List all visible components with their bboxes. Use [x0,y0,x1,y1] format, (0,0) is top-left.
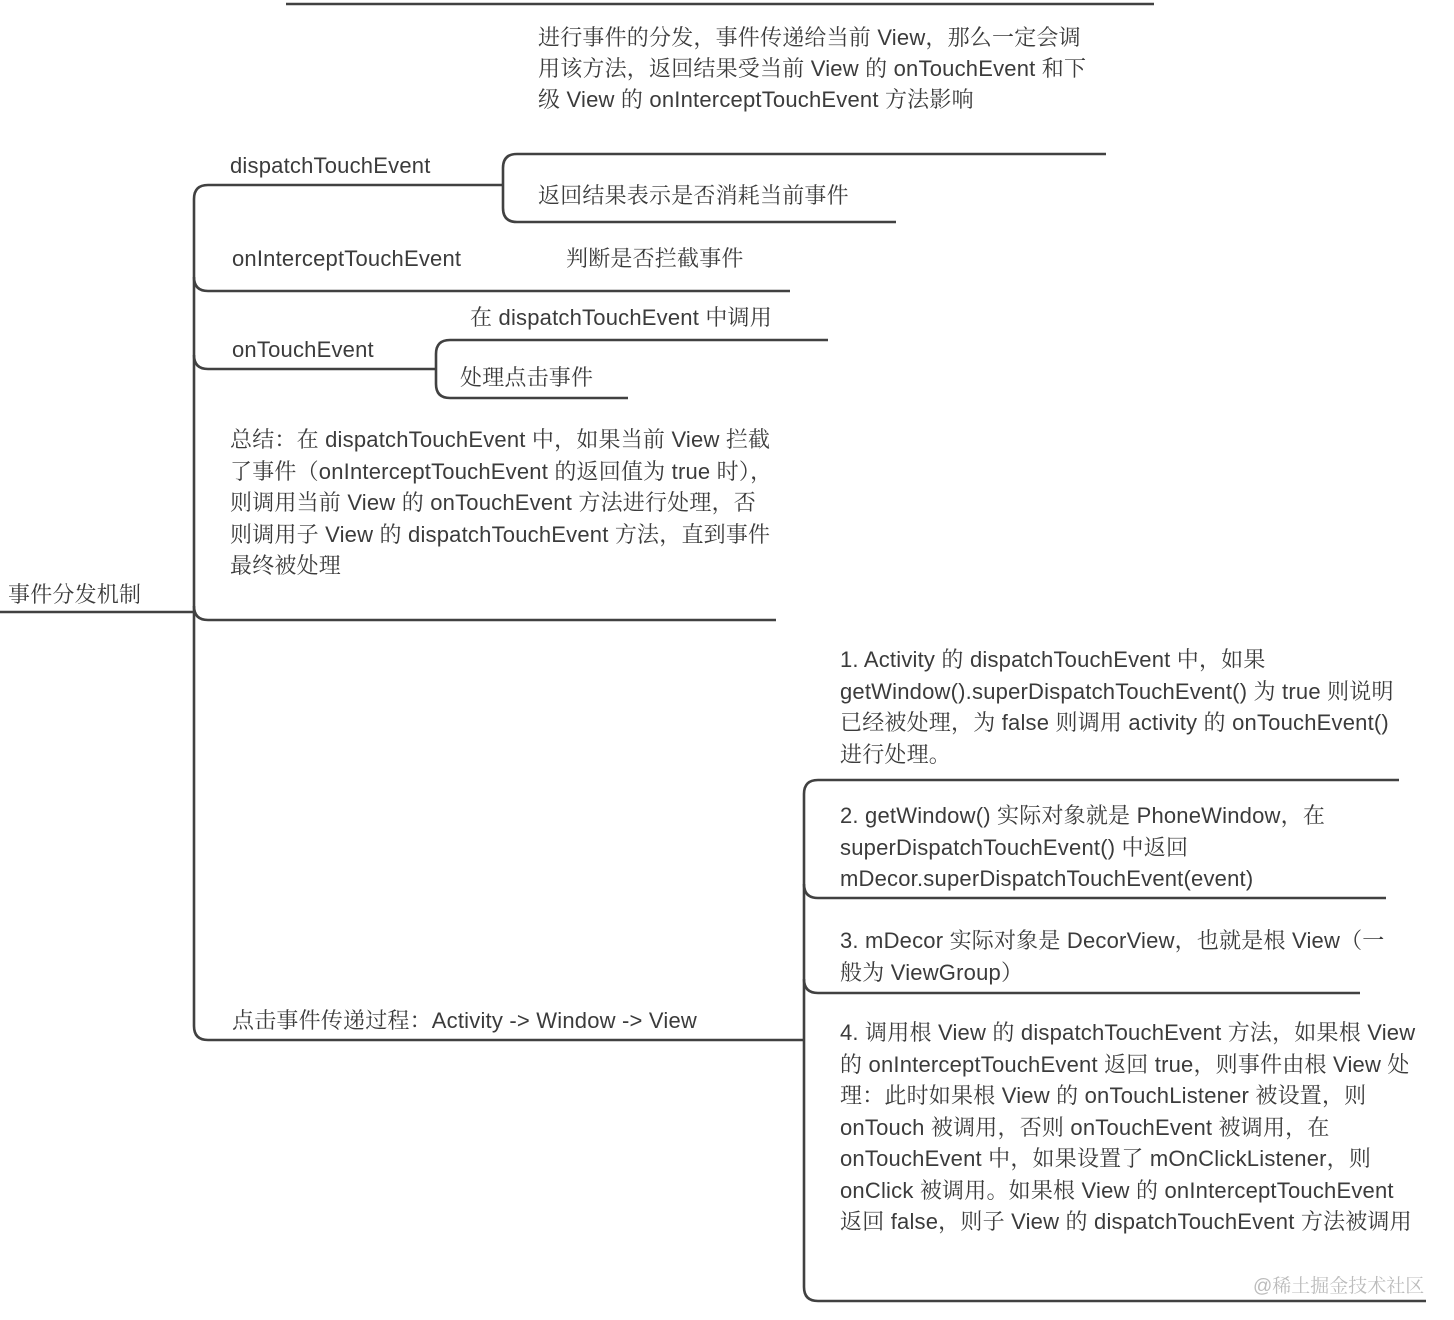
intercept-node: onInterceptTouchEvent [232,246,462,271]
dispatch-desc-node: 进行事件的分发，事件传递给当前 View，那么一定会调用该方法，返回结果受当前 View 的 onTouchEvent 和下级 View 的 onInterceptTouchEvent 方法影响 [538,25,1087,112]
touch-handles-node: 处理点击事件 [460,365,594,390]
flow-step-1-node: 1. Activity 的 dispatchTouchEvent 中，如果 getWindow().superDispatchTouchEvent() 为 true 则说明已经被处理，为 false 则调用 activity 的 onTouchEvent() 进行处理。 [840,647,1394,767]
summary-underline [194,606,776,620]
touch-node: onTouchEvent [232,337,374,362]
touch-calledin-node: 在 dispatchTouchEvent 中调用 [470,305,772,330]
watermark: @稀土掘金技术社区 [1253,1276,1425,1297]
flow-step-4-node: 4. 调用根 View 的 dispatchTouchEvent 方法，如果根 View 的 onInterceptTouchEvent 返回 true，则事件由根 View 处理：此时如果根 View 的 onTouchListener 被设置，则 onTouch 被调用，否则 onTouchEvent 被调用，在 onTouchEvent 中，如果设置了 mOnClickListener，则 onClick 被调用。如果根 View 的 onInterceptTouchEvent 返回 false，则子 View 的 dispatchTouchEvent 方法被调用 [840,1020,1416,1234]
dispatch-node: dispatchTouchEvent [230,153,431,178]
intercept-desc-node: 判断是否拦截事件 [566,246,744,271]
flow-step-2-node: 2. getWindow() 实际对象就是 PhoneWindow，在 superDispatchTouchEvent() 中返回 mDecor.superDispatchTouchEvent(event) [840,803,1326,891]
intercept-underline [194,277,790,291]
dispatch-children-bracket [503,154,517,222]
step3-corner [804,979,818,993]
steps-bracket [804,780,818,1301]
flow-node: 点击事件传递过程：Activity -> Window -> View [232,1008,698,1033]
dispatch-result-node: 返回结果表示是否消耗当前事件 [538,183,849,208]
flow-step-3-node: 3. mDecor 实际对象是 DecorView，也就是根 View（一般为 ViewGroup） [840,928,1385,985]
touch-children-bracket [436,340,450,398]
root-node: 事件分发机制 [8,582,142,607]
summary-node: 总结：在 dispatchTouchEvent 中，如果当前 View 拦截了事件（onInterceptTouchEvent 的返回值为 true 时），则调用当前 View 的 onTouchEvent 方法进行处理，否则调用子 View 的 dispatchTouchEvent 方法，直到事件最终被处理 [230,427,773,578]
step2-corner [804,884,818,898]
